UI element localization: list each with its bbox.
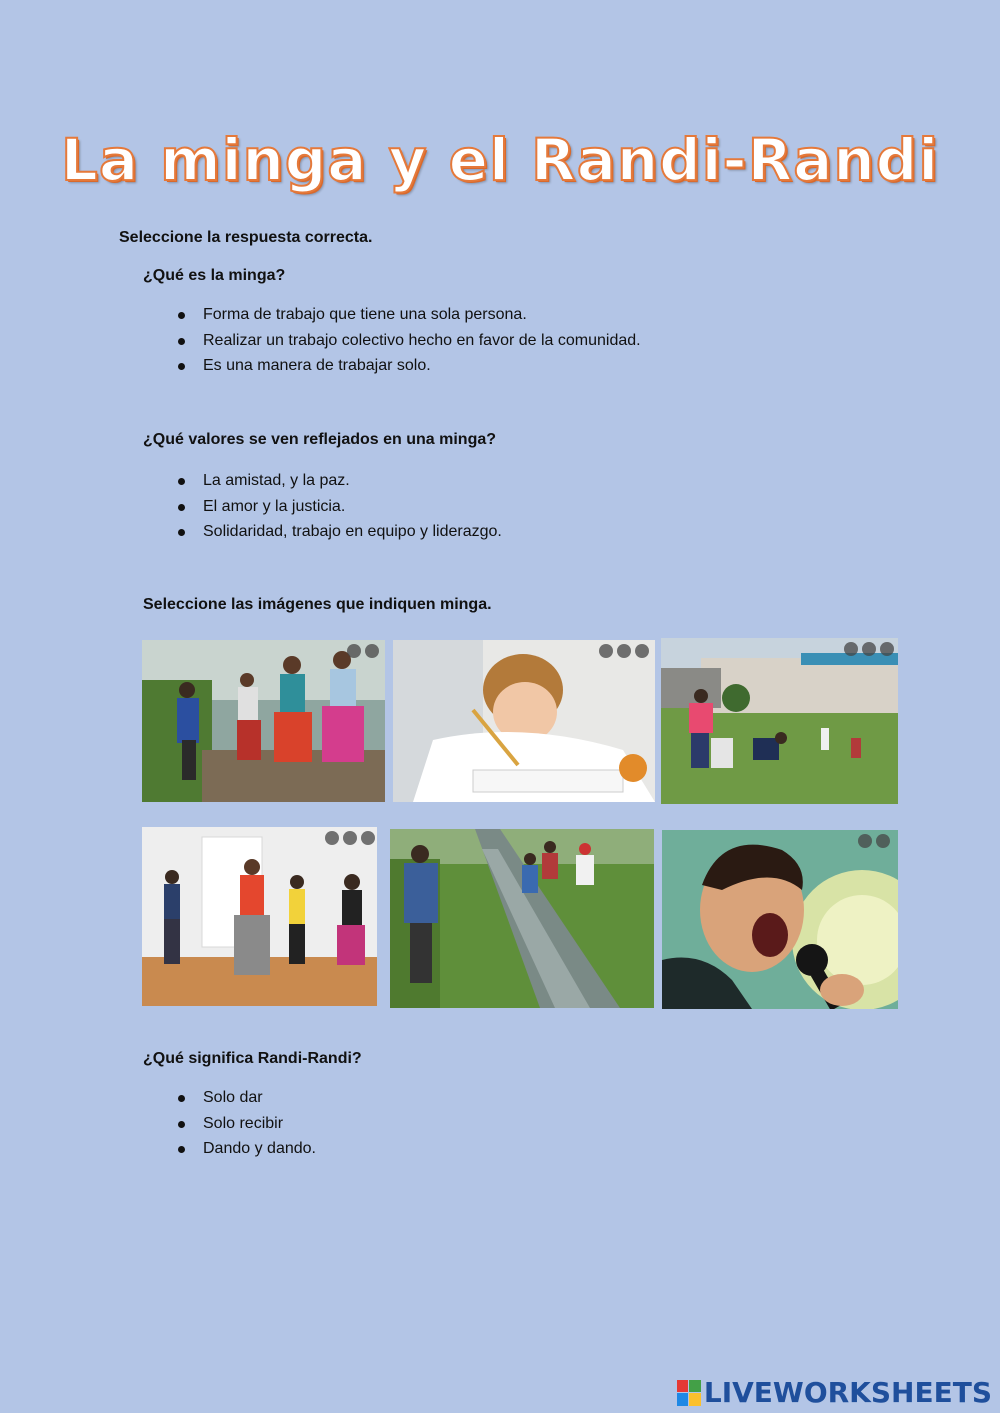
- instruction-text: Seleccione la respuesta correcta.: [119, 229, 373, 246]
- question-1-option-2[interactable]: Realizar un trabajo colectivo hecho en favor de la comunidad.: [178, 328, 641, 354]
- photo-boy-writing[interactable]: [393, 640, 655, 802]
- question-1-text: ¿Qué es la minga?: [143, 267, 286, 284]
- worksheet-title: La minga y el Randi-Randi: [60, 126, 940, 194]
- people-cleaning-canal-icon: [390, 829, 654, 1008]
- liveworksheets-logo[interactable]: [677, 1376, 992, 1409]
- liveworksheets-logo-icon: [677, 1380, 701, 1406]
- chevron-left-icon: [880, 642, 894, 656]
- question-3-option-3[interactable]: Dando y dando.: [178, 1136, 316, 1162]
- chevron-left-icon: [361, 831, 375, 845]
- more-icon: [617, 644, 631, 658]
- dancers-icon: [142, 827, 377, 1006]
- people-collecting-trash-icon: [661, 638, 898, 804]
- zoom-icon: [858, 834, 872, 848]
- photo-dance-class[interactable]: [142, 827, 377, 1006]
- question-3-options: [178, 1085, 316, 1162]
- question-1-option-3[interactable]: Es una manera de trabajar solo.: [178, 353, 641, 379]
- people-working-road-icon: [142, 640, 385, 802]
- question-2-option-1[interactable]: La amistad, y la paz.: [178, 468, 502, 494]
- more-icon: [365, 644, 379, 658]
- question-2-option-3[interactable]: Solidaridad, trabajo en equipo y liderazgo.: [178, 519, 502, 545]
- zoom-icon: [844, 642, 858, 656]
- more-icon: [862, 642, 876, 656]
- zoom-icon: [325, 831, 339, 845]
- brand-name: LIVEWORKSHEETS: [703, 1376, 992, 1409]
- question-1-options: [178, 302, 641, 379]
- question-3-option-1[interactable]: Solo dar: [178, 1085, 316, 1111]
- child-studying-icon: [393, 640, 655, 802]
- question-1-option-1[interactable]: Forma de trabajo que tiene una sola persona.: [178, 302, 641, 328]
- question-3-option-2[interactable]: Solo recibir: [178, 1111, 316, 1137]
- photo-community-digging[interactable]: [142, 640, 385, 802]
- zoom-icon: [599, 644, 613, 658]
- question-2-option-2[interactable]: El amor y la justicia.: [178, 494, 502, 520]
- chevron-left-icon: [635, 644, 649, 658]
- question-2-options: [178, 468, 502, 545]
- zoom-icon: [347, 644, 361, 658]
- image-question-text: Seleccione las imágenes que indiquen minga.: [143, 596, 492, 613]
- more-icon: [876, 834, 890, 848]
- photo-cleanup-field[interactable]: [661, 638, 898, 804]
- question-2-text: ¿Qué valores se ven reflejados en una minga?: [143, 431, 497, 448]
- more-icon: [343, 831, 357, 845]
- question-3-text: ¿Qué significa Randi-Randi?: [143, 1050, 362, 1067]
- man-with-microphone-icon: [662, 830, 898, 1009]
- photo-man-singing[interactable]: [662, 830, 898, 1009]
- photo-canal-cleaning[interactable]: [390, 829, 654, 1008]
